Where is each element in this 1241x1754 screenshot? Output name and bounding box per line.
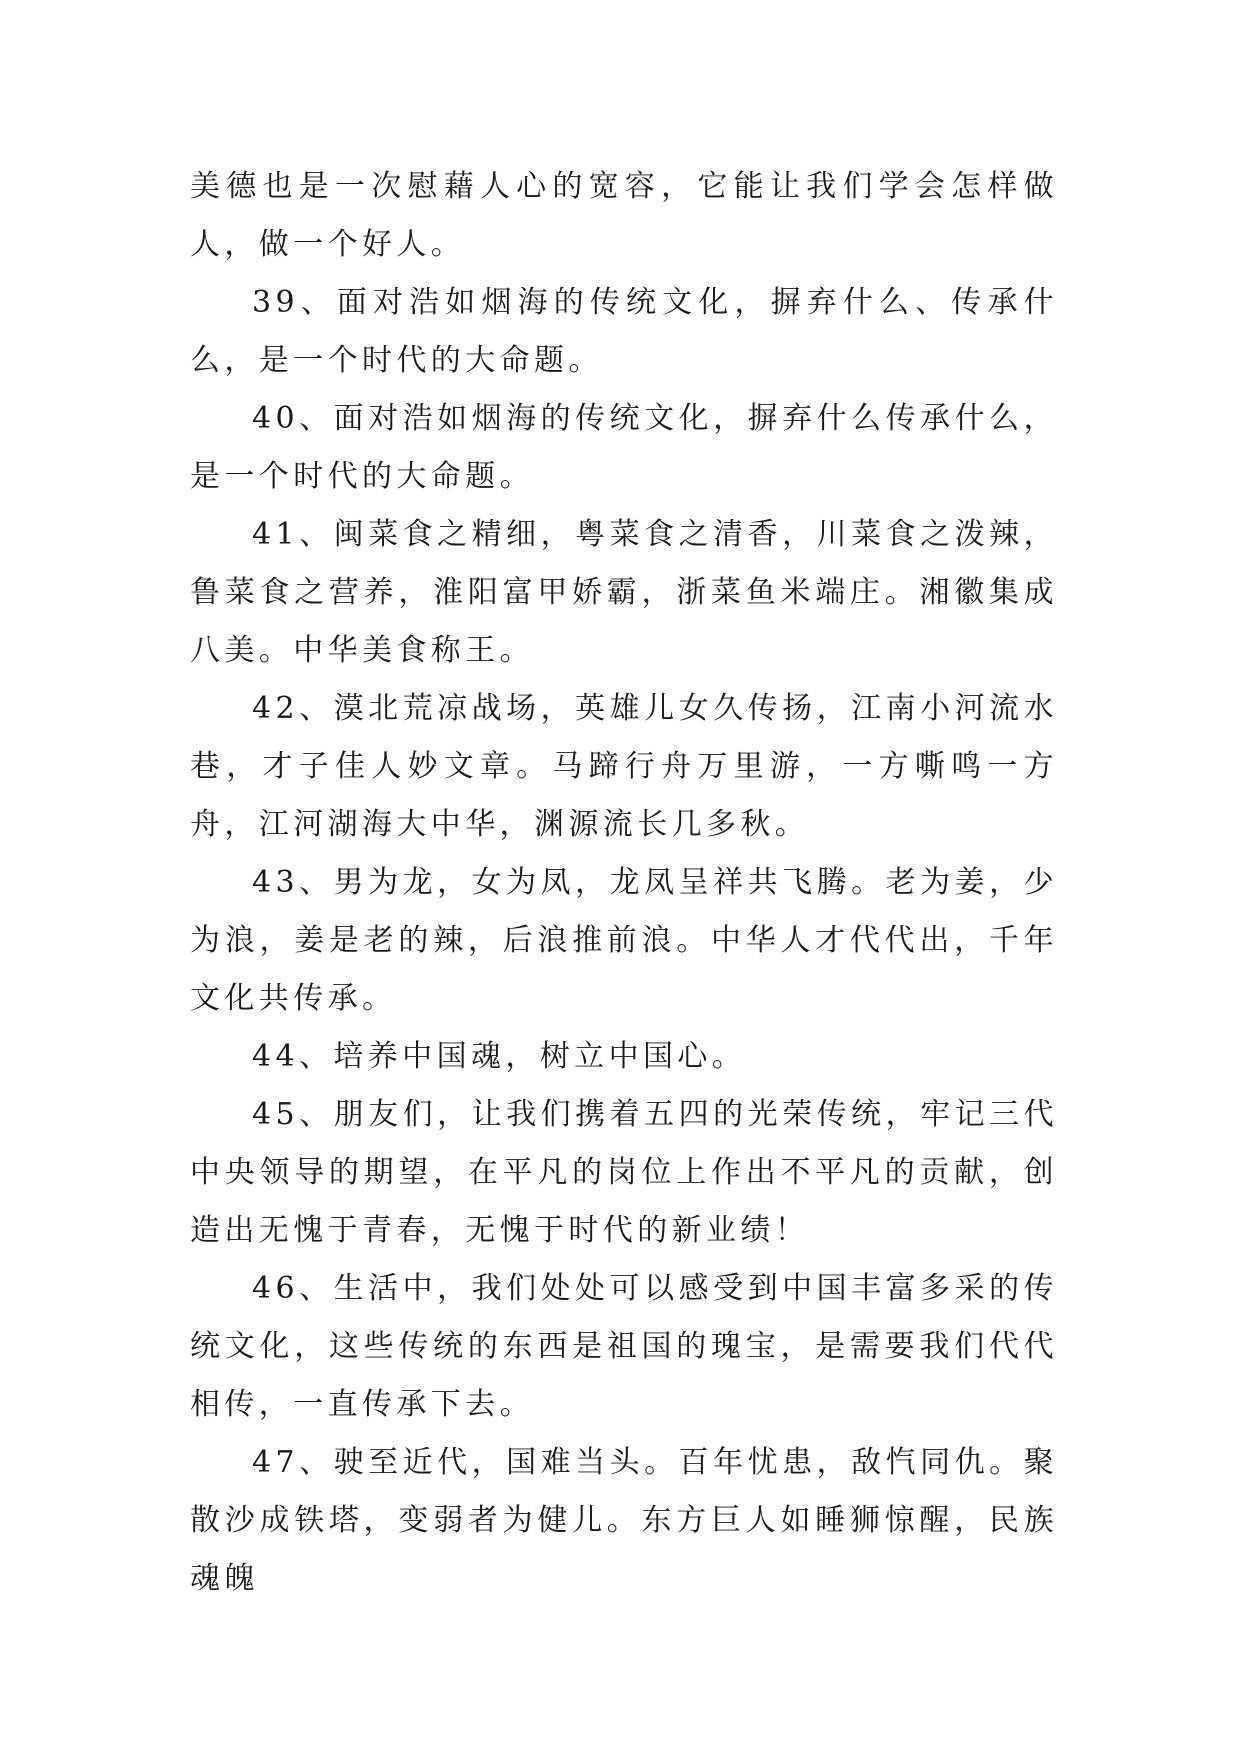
paragraph-44: 44、培养中国魂，树立中国心。 xyxy=(252,1039,747,1074)
paragraph-40: 40、面对浩如烟海的传统文化，摒弃什么传承什么，是一个时代的大命题。 xyxy=(190,401,1058,494)
paragraph-47: 47、驶至近代，国难当头。百年忧患，敌忾同仇。聚散沙成铁塔，变弱者为健儿。东方巨人如睡狮惊醒，民族魂魄 xyxy=(190,1445,1058,1596)
document-body xyxy=(190,158,1058,1608)
paragraph-41: 41、闽菜食之精细，粤菜食之清香，川菜食之泼辣，鲁菜食之营养，淮阳富甲娇霸，浙菜鱼米端庄。湘徽集成八美。中华美食称王。 xyxy=(190,517,1058,668)
paragraph-42: 42、漠北荒凉战场，英雄儿女久传扬，江南小河流水巷，才子佳人妙文章。马蹄行舟万里游，一方嘶鸣一方舟，江河湖海大中华，渊源流长几多秋。 xyxy=(190,691,1058,842)
paragraph-43: 43、男为龙，女为凤，龙凤呈祥共飞腾。老为姜，少为浪，姜是老的辣，后浪推前浪。中华人才代代出，千年文化共传承。 xyxy=(190,865,1058,1016)
paragraph-39: 39、面对浩如烟海的传统文化，摒弃什么、传承什么，是一个时代的大命题。 xyxy=(190,285,1058,378)
paragraph-46: 46、生活中，我们处处可以感受到中国丰富多采的传统文化，这些传统的东西是祖国的瑰宝，是需要我们代代相传，一直传承下去。 xyxy=(190,1271,1058,1422)
paragraph-45: 45、朋友们，让我们携着五四的光荣传统，牢记三代中央领导的期望，在平凡的岗位上作出不平凡的贡献，创造出无愧于青春，无愧于时代的新业绩！ xyxy=(190,1097,1058,1248)
paragraph: 美德也是一次慰藉人心的宽容，它能让我们学会怎样做人，做一个好人。 xyxy=(190,169,1058,262)
